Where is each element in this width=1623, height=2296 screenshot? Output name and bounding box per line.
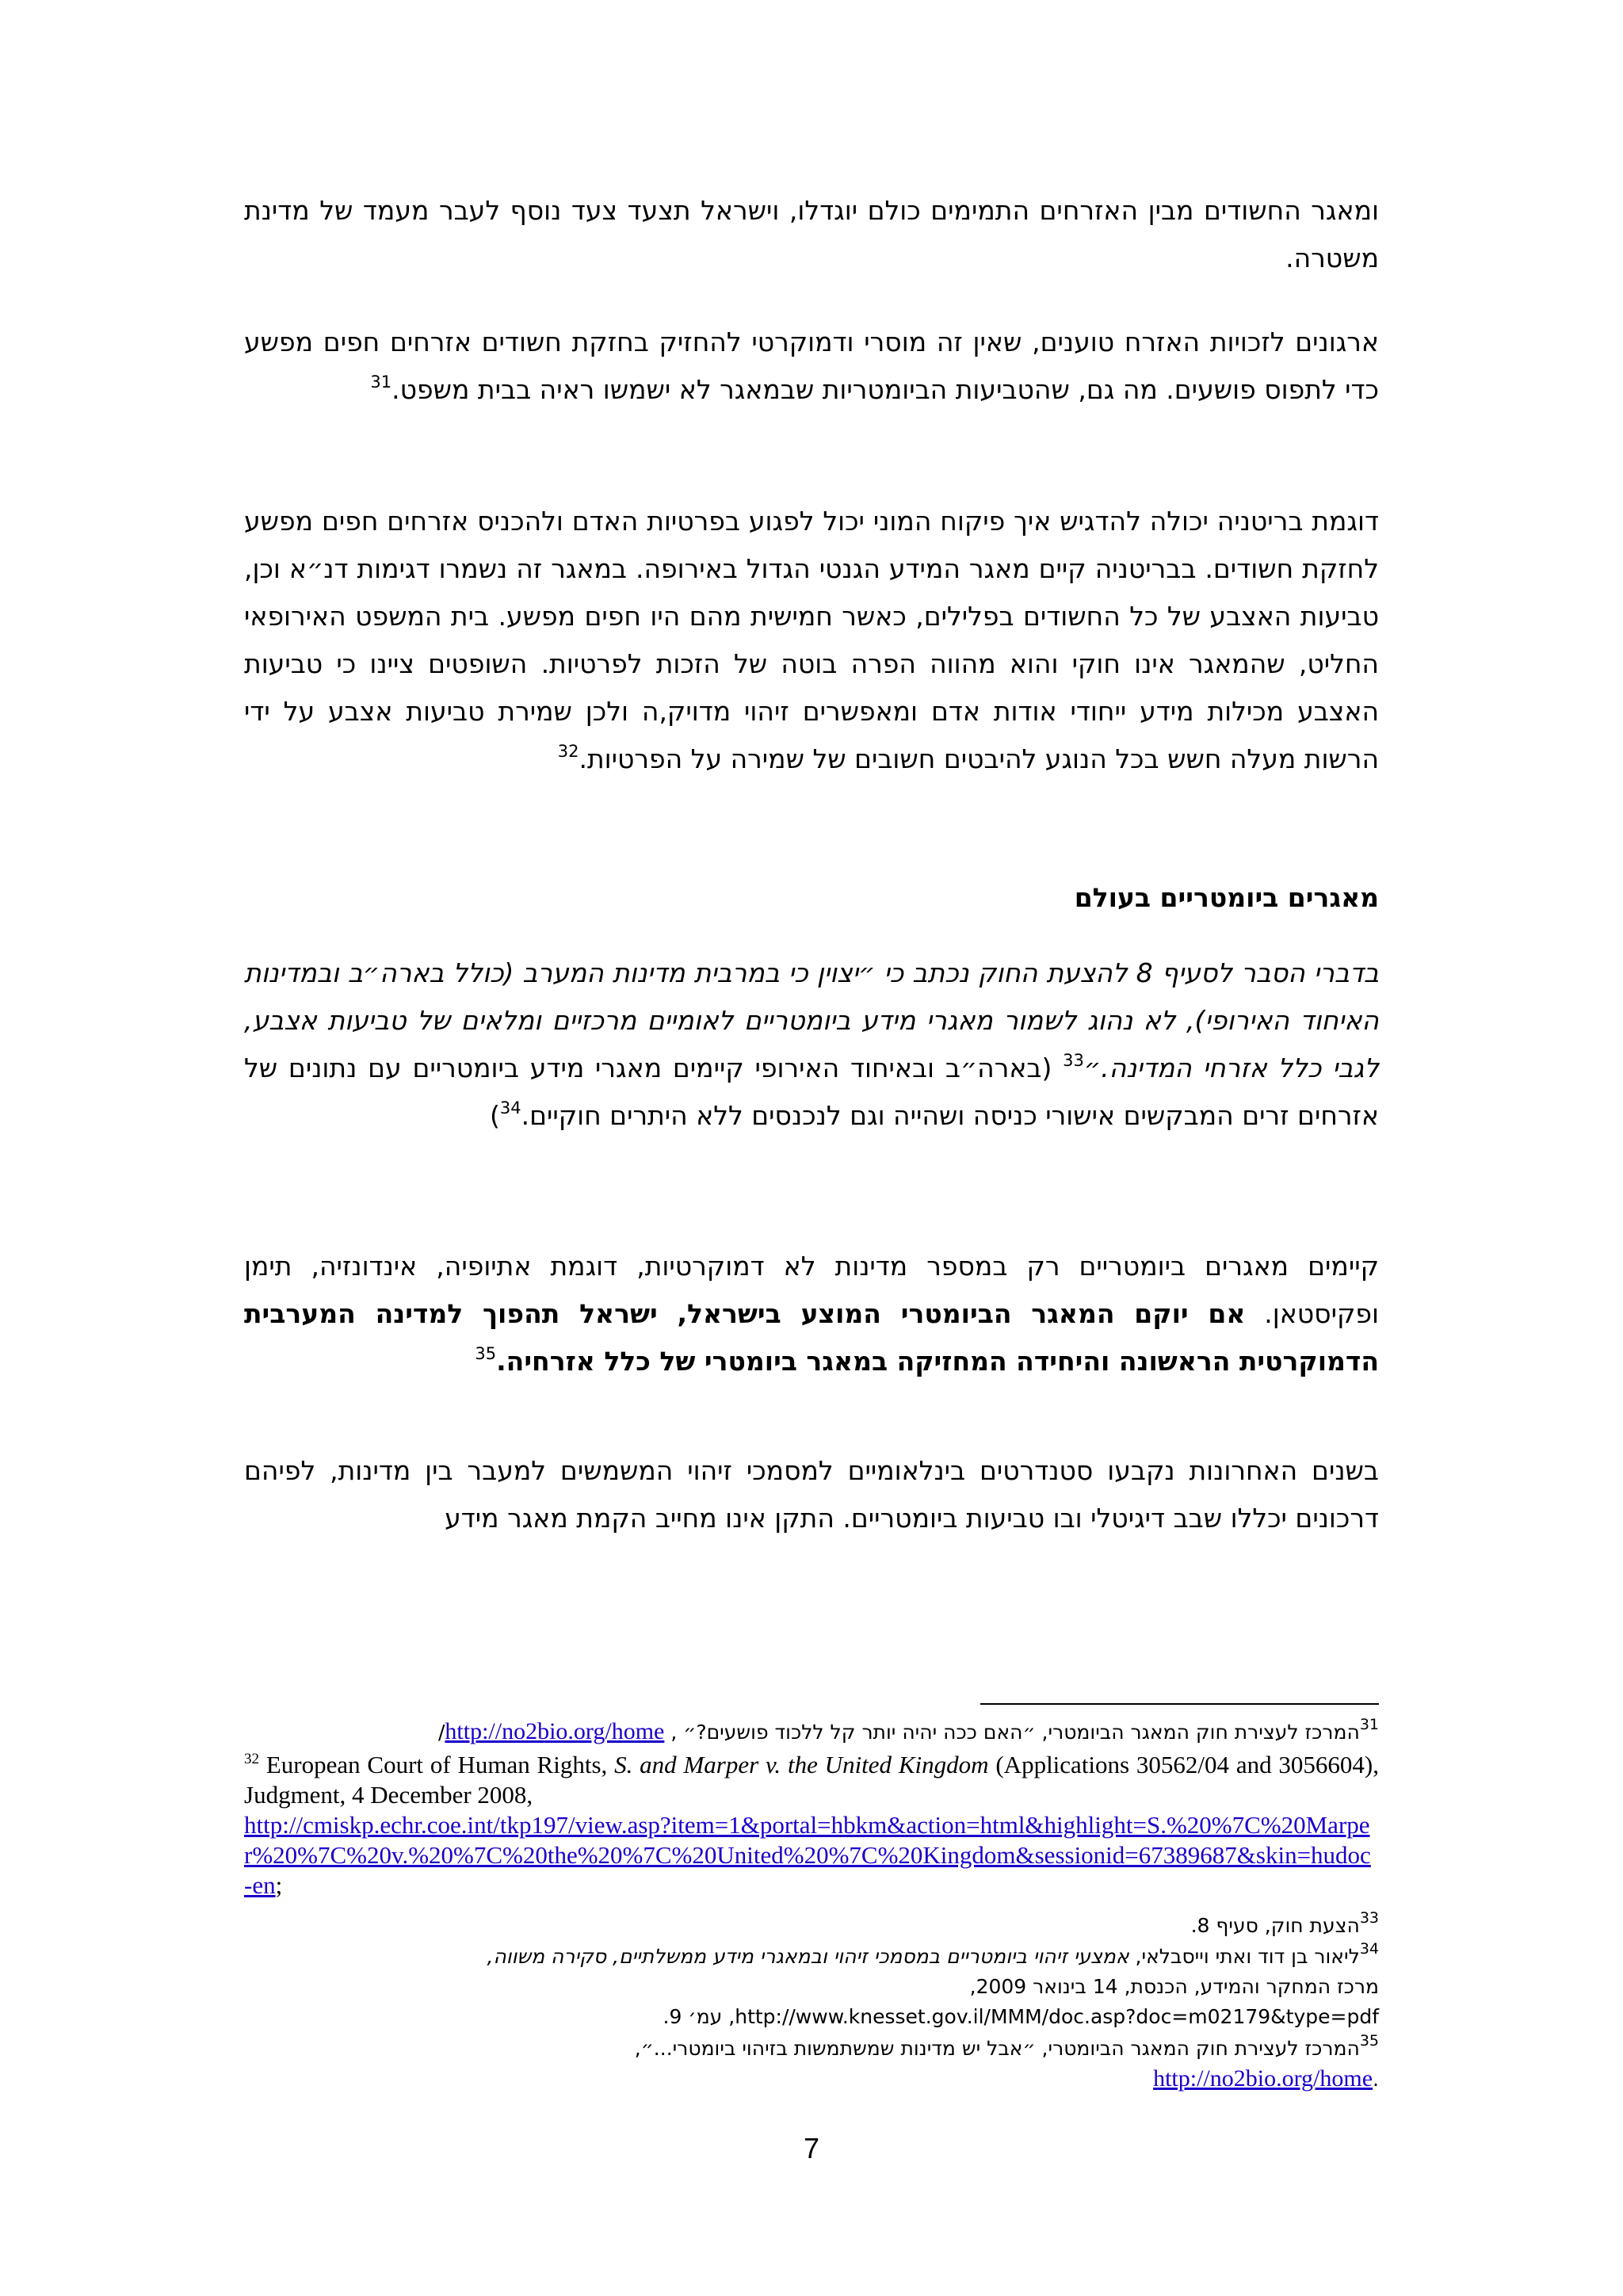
footnote-32-text: European Court of Human Rights, bbox=[265, 1751, 615, 1778]
paragraph-5 bbox=[244, 1243, 1379, 1385]
footnote-32-text-2: (Applications 30562/04 and 3056604), Judgment, 4 December 2008, bbox=[244, 1751, 1379, 1809]
paragraph-5-bold: אם יוקם המאגר הביומטרי המוצע בישראל, ישראל תהפוך למדינה המערבית הדמוקרטית הראשונה והיחידה המחזיקה במאגר ביומטרי של כלל אזרחיה. bbox=[244, 1298, 1379, 1377]
footnote-33-number: 33 bbox=[1359, 1909, 1379, 1927]
footnote-ref-31[interactable]: 31 bbox=[370, 372, 392, 392]
footnote-32-number: 32 bbox=[244, 1751, 259, 1767]
paragraph-5-text: קיימים מאגרים ביומטריים רק במספר מדינות לא דמוקרטיות, דוגמת אתיופיה, אינדונזיה, תימן ופקיסטאן. bbox=[244, 1251, 1379, 1329]
footnote-31-number: 31 bbox=[1359, 1716, 1379, 1733]
footnote-35-link[interactable]: http://no2bio.org/home bbox=[1153, 2065, 1373, 2092]
footnote-34 bbox=[244, 1942, 1379, 2032]
footnote-ref-33[interactable]: 33 bbox=[1063, 1051, 1084, 1070]
paragraph-1 bbox=[244, 187, 1379, 282]
footnote-32-link[interactable]: http://cmiskp.echr.coe.int/tkp197/view.asp?item=1&portal=hbkm&action=html&highlight=S.%20%7C%20Marper%20%7C%20v.%20%7C%20the%20%7C%20United%20%7C%20Kingdom&sessionid=67389687&skin=hudoc-en bbox=[244, 1811, 1371, 1899]
footnote-34-number: 34 bbox=[1359, 1940, 1379, 1958]
footnote-31 bbox=[244, 1717, 1379, 1748]
paragraph-4-quote: בדברי הסבר לסעיף 8 להצעת החוק נכתב כי ״יצוין כי במרבית מדינות המערב (כולל בארה״ב ובמדינות האיחוד האירופי), לא נהוג לשמור מאגרי מידע ביומטריים לאומיים מרכזיים ומלאים של טביעות אצבע, לגבי כלל אזרחי המדינה.״ bbox=[244, 957, 1379, 1083]
footnote-31-end: / bbox=[437, 1721, 445, 1744]
paragraph-4-close: ) bbox=[489, 1100, 500, 1131]
paragraph-6 bbox=[244, 1447, 1379, 1542]
paragraph-1-text: ומאגר החשודים מבין האזרחים התמימים כולם יוגדלו, וישראל תצעד צעד נוסף לעבר מעמד של מדינת משטרה. bbox=[244, 195, 1379, 273]
footnote-35 bbox=[244, 2034, 1379, 2095]
footnote-34-line-2: מרכז המחקר והמידע, הכנסת, 14 בינואר 2009, bbox=[969, 1975, 1379, 1998]
footnote-separator bbox=[980, 1703, 1379, 1705]
footnote-33 bbox=[244, 1911, 1379, 1941]
footnote-ref-35[interactable]: 35 bbox=[475, 1344, 497, 1363]
footnote-ref-32[interactable]: 32 bbox=[557, 742, 579, 761]
paragraph-6-text: בשנים האחרונות נקבעו סטנדרטים בינלאומיים למסמכי זיהוי המשמשים למעבר בין מדינות, לפיהם דרכונים יכללו שבב דיגיטלי ובו טביעות ביומטריים. התקן אינו מחייב הקמת מאגר מידע bbox=[244, 1455, 1379, 1534]
footnote-35-number: 35 bbox=[1359, 2032, 1379, 2050]
footnote-35-text: המרכז לעצירת חוק המאגר הביומטרי, ״אבל יש מדינות שמשתמשות בזיהוי ביומטרי...״, bbox=[634, 2037, 1360, 2060]
footnote-33-text: הצעת חוק, סעיף 8. bbox=[1190, 1914, 1360, 1937]
paragraph-2-text: ארגונים לזכויות האזרח טוענים, שאין זה מוסרי ודמוקרטי להחזיק בחזקת חשודים אזרחים חפים מפשע כדי לתפוס פושעים. מה גם, שהטביעות הביומטריות שבמאגר לא ישמשו ראיה בבית משפט. bbox=[244, 327, 1379, 405]
page-number: 7 bbox=[803, 2132, 820, 2164]
paragraph-2 bbox=[244, 319, 1379, 414]
footnote-32-end: ; bbox=[275, 1871, 283, 1899]
footnote-32 bbox=[244, 1750, 1379, 1901]
footnote-34-text: ליאור בן דוד ואתי וייסבלאי, bbox=[1128, 1945, 1360, 1968]
paragraph-3 bbox=[244, 498, 1379, 783]
footnote-31-link[interactable]: http://no2bio.org/home bbox=[445, 1718, 665, 1744]
footnote-34-line-3: http://www.knesset.gov.il/MMM/doc.asp?doc=m02179&type=pdf, עמ׳ 9. bbox=[663, 2005, 1379, 2028]
footnote-34-title: אמצעי זיהוי ביומטריים במסמכי זיהוי ובמאגרי מידע ממשלתיים, סקירה משווה, bbox=[487, 1945, 1129, 1968]
paragraph-4-text: (בארה״ב ובאיחוד האירופי קיימים מאגרי מידע ביומטריים עם נתונים של אזרחים זרים המבקשים אישורי כניסה ושהייה וגם לנכנסים ללא היתרים חוקיים. bbox=[244, 1052, 1379, 1131]
footnote-32-case-title: S. and Marper v. the United Kingdom bbox=[614, 1751, 989, 1778]
footnote-31-text: המרכז לעצירת חוק המאגר הביומטרי, ״האם ככה יהיה יותר קל ללכוד פושעים?״ , bbox=[664, 1721, 1360, 1744]
paragraph-3-text: דוגמת בריטניה יכולה להדגיש איך פיקוח המוני יכול לפגוע בפרטיות האדם ולהכניס אזרחים חפים מפשע לחזקת חשודים. בבריטניה קיים מאגר המידע הגנטי הגדול באירופה. במאגר זה נשמרו דגימות דנ״א וכן, טביעות האצבע של כל החשודים בפלילים, כאשר חמישית מהם היו חפים מפשע. בית המשפט האירופאי החליט, שהמאגר אינו חוקי והוא מהווה הפרה בוטה של הזכות לפרטיות. השופטים ציינו כי טביעות האצבע מכילות מידע ייחודי אודות אדם ומאפשרים זיהוי מדויק,ה ולכן שמירת טביעות אצבע על ידי הרשות מעלה חשש בכל הנוגע להיבטים חשובים של שמירה על הפרטיות. bbox=[244, 506, 1379, 774]
footnote-ref-34[interactable]: 34 bbox=[499, 1098, 521, 1117]
section-heading: מאגרים ביומטריים בעולם bbox=[1074, 882, 1379, 913]
paragraph-4 bbox=[244, 949, 1379, 1140]
footnote-35-end: . bbox=[1373, 2068, 1379, 2091]
